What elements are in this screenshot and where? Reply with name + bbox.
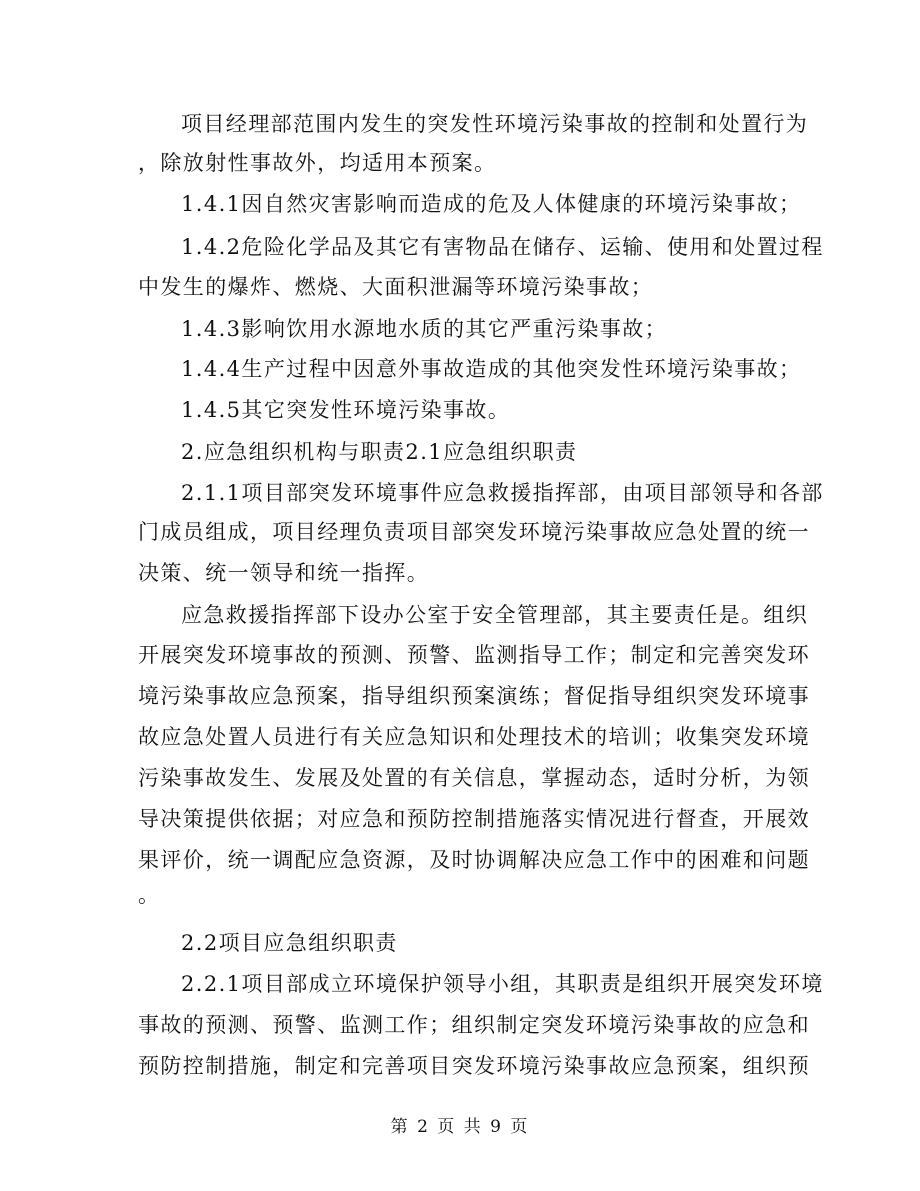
text-line: 应急救援指挥部下设办公室于安全管理部，其主要责任是。组织 (181, 603, 809, 627)
text-line: 预防控制措施，制定和完善项目突发环境污染事故应急预案，组织预 (138, 1054, 810, 1078)
text-line: 境污染事故应急预案，指导组织预案演练；督促指导组织突发环境事 (138, 684, 810, 708)
text-line: 中发生的爆炸、燃烧、大面积泄漏等环境污染事故； (138, 275, 654, 299)
text-line: 决策、统一领导和统一指挥。 (138, 561, 430, 585)
text-line: 门成员组成，项目经理负责项目部突发环境污染事故应急处置的统一 (138, 520, 810, 544)
text-line: 1.4.4生产过程中因意外事故造成的其他突发性环境污染事故； (181, 357, 802, 381)
text-line: 。 (138, 883, 161, 907)
text-line: 2.1.1项目部突发环境事件应急救援指挥部，由项目部领导和各部 (181, 481, 824, 505)
section-heading: 2.应急组织机构与职责2.1应急组织职责 (181, 440, 578, 464)
text-line: 导决策提供依据；对应急和预防控制措施落实情况进行督查，开展效 (138, 807, 810, 831)
text-line: 1.4.5其它突发性环境污染事故。 (181, 398, 511, 422)
text-line: ，除放射性事故外，均适用本预案。 (138, 151, 497, 175)
text-line: 1.4.1因自然灾害影响而造成的危及人体健康的环境污染事故； (181, 192, 802, 216)
text-line: 1.4.3影响饮用水源地水质的其它严重污染事故； (181, 317, 668, 341)
text-line: 污染事故发生、发展及处置的有关信息，掌握动态，适时分析，为领 (138, 766, 810, 790)
text-line: 故应急处置人员进行有关应急知识和处理技术的培训；收集突发环境 (138, 725, 810, 749)
text-line: 项目经理部范围内发生的突发性环境污染事故的控制和处置行为 (181, 112, 809, 136)
text-line: 开展突发环境事故的预测、预警、监测指导工作；制定和完善突发环 (138, 643, 810, 667)
text-line: 果评价，统一调配应急资源，及时协调解决应急工作中的困难和问题 (138, 848, 810, 872)
text-line: 1.4.2危险化学品及其它有害物品在储存、运输、使用和处置过程 (181, 235, 824, 259)
section-heading: 2.2项目应急组织职责 (181, 931, 398, 955)
text-line: 事故的预测、预警、监测工作；组织制定突发环境污染事故的应急和 (138, 1013, 810, 1037)
page-number: 第 2 页 共 9 页 (390, 1117, 530, 1137)
text-line: 2.2.1项目部成立环境保护领导小组，其职责是组织开展突发环境 (181, 972, 824, 996)
